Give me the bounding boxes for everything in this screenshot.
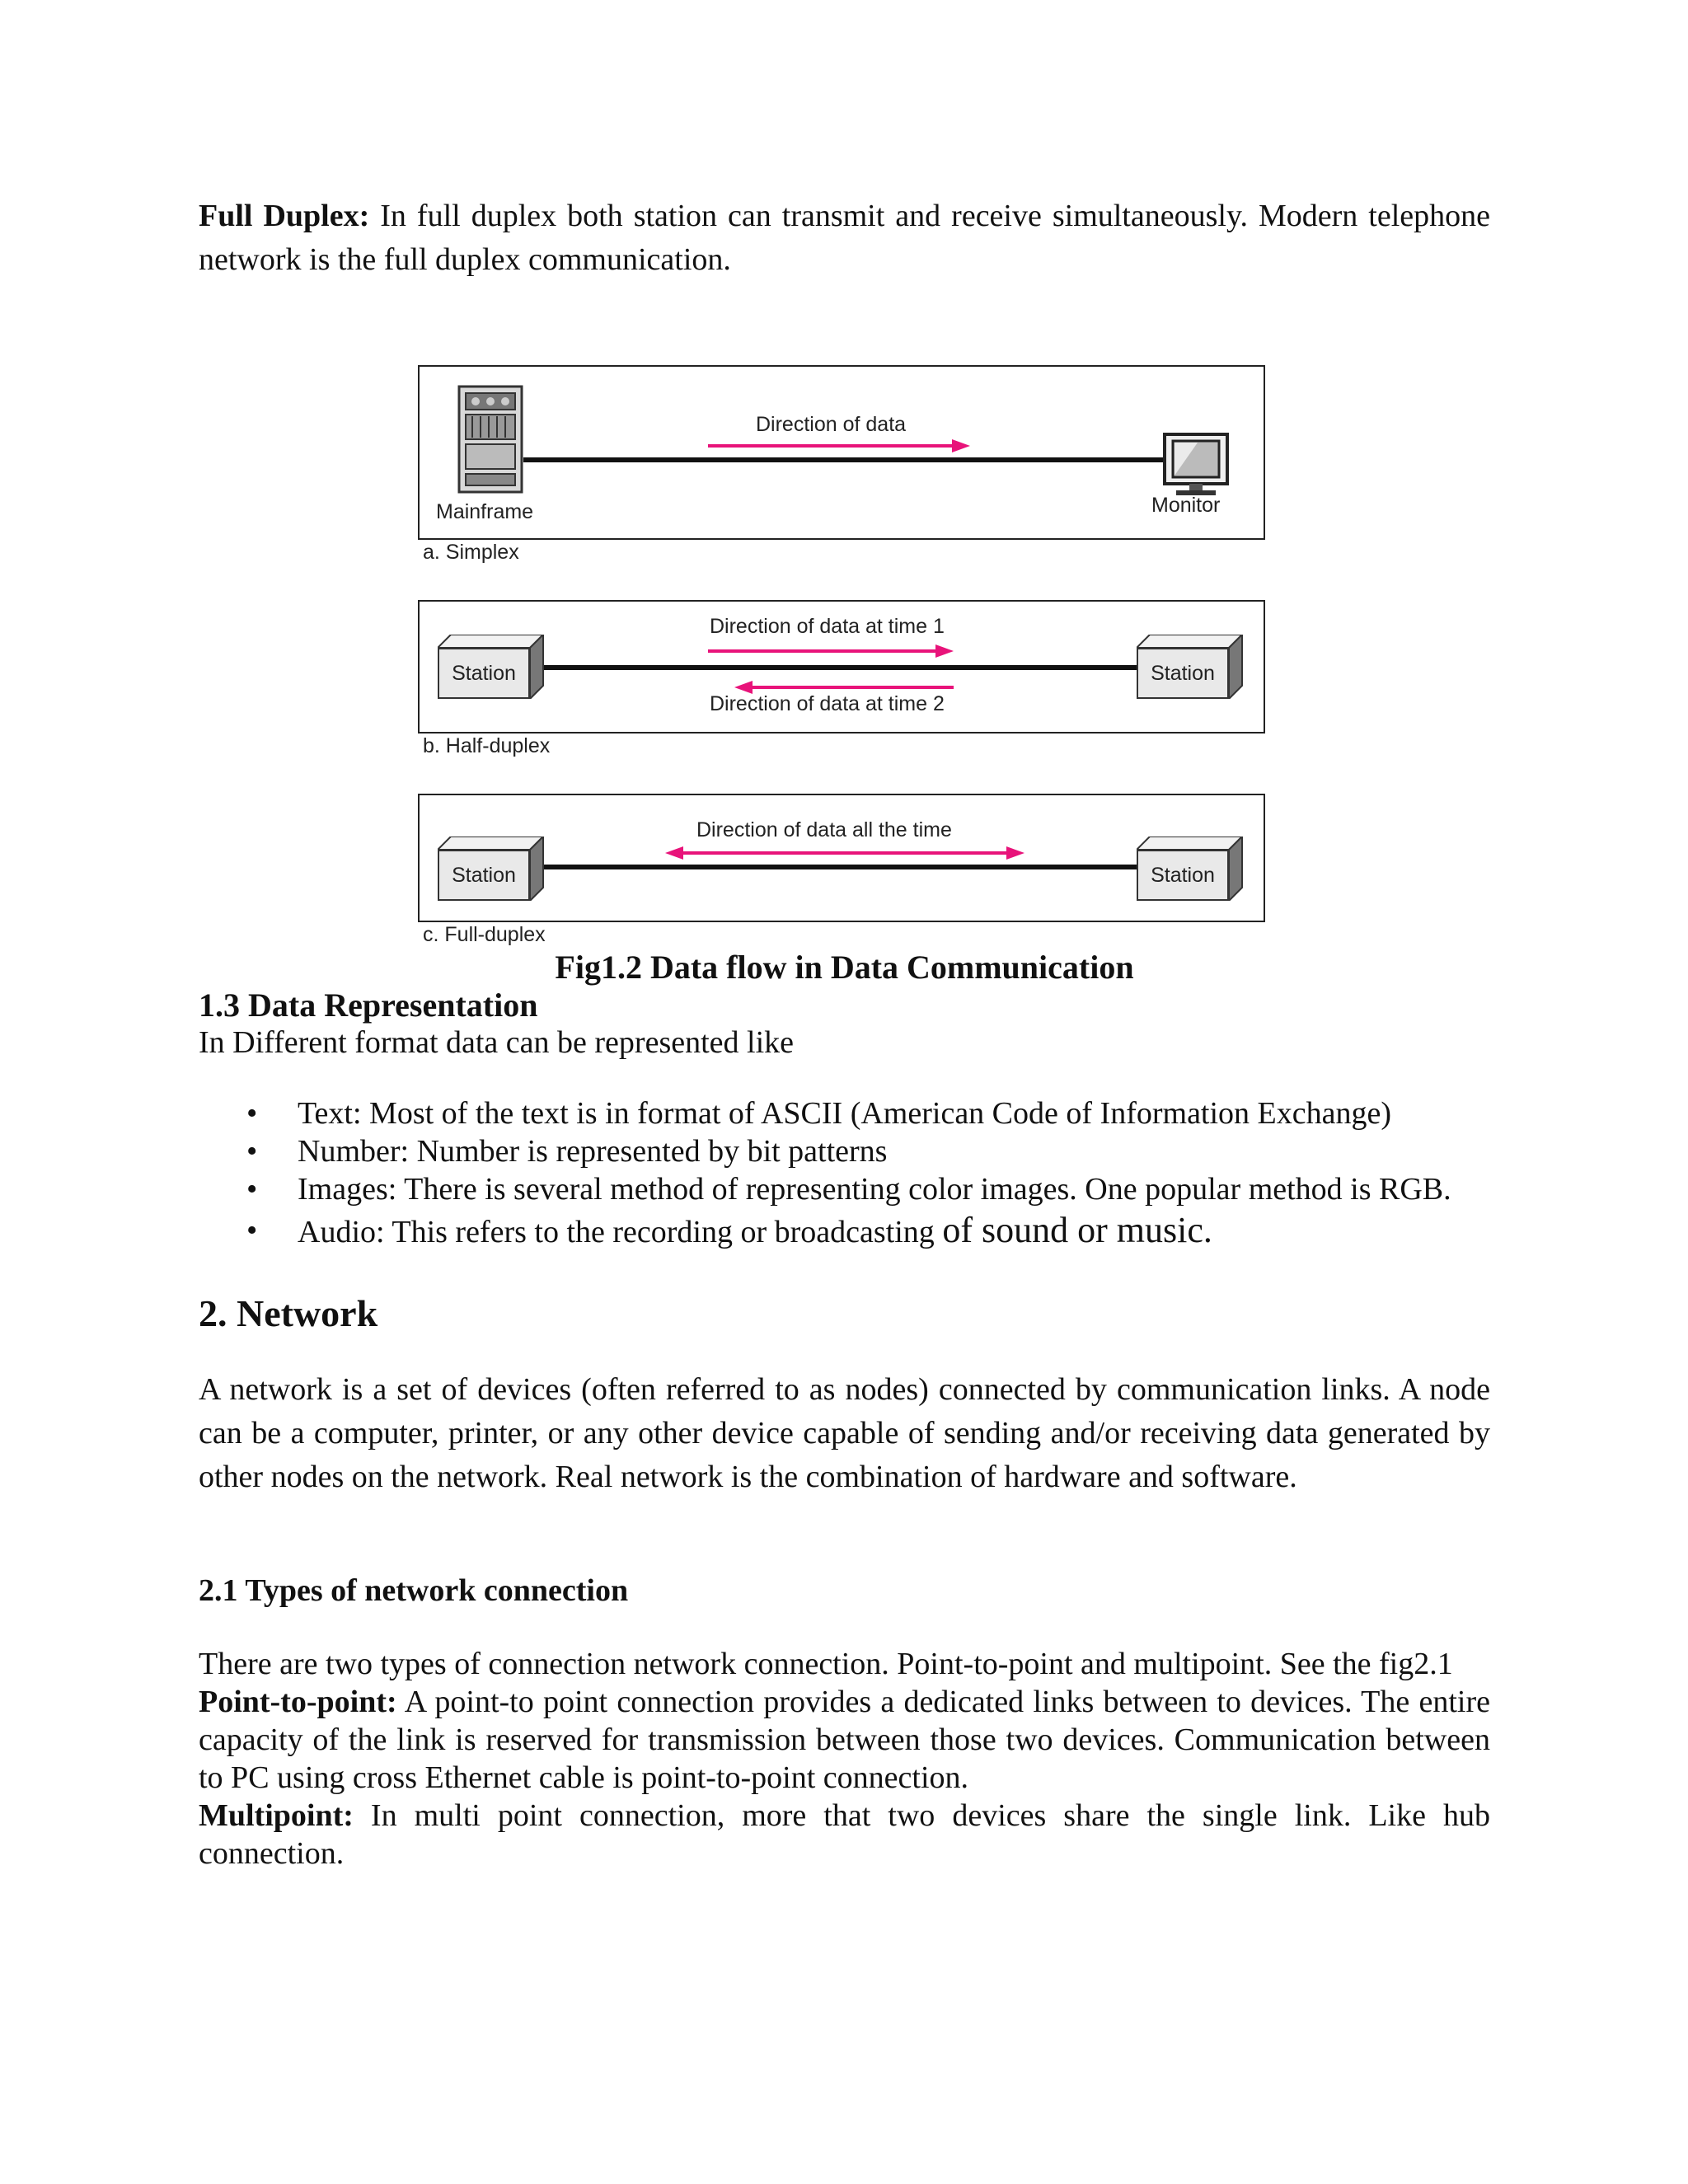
mainframe-label: Mainframe [436,500,534,523]
half-duplex-caption: b. Half-duplex [423,734,551,757]
full-duplex-label: Full Duplex: [199,199,370,233]
bullet-text: Images: There is several method of representing color images. One popular method is RGB. [298,1172,1451,1207]
list-item [199,1132,1490,1170]
simplex-direction-label: Direction of data [756,413,907,436]
full-duplex-right-station [1137,837,1244,901]
multipoint-label: Multipoint: [199,1798,354,1833]
half-duplex-direction-label-1: Direction of data at time 1 [710,615,945,638]
half-duplex-diagram [418,600,1265,733]
half-duplex-link-line [532,665,1153,670]
list-item [199,1170,1490,1208]
station-label: Station [1137,648,1229,699]
bullet-text: Audio: This refers to the recording or broadcasting [298,1215,943,1249]
bullet-text: Number: Number is represented by bit patterns [298,1134,888,1169]
list-item [199,1212,1490,1251]
full-duplex-direction-label: Direction of data all the time [696,818,952,841]
section-2-paragraph: A network is a set of devices (often referred to as nodes) connected by communication links. A node can be a computer, printer, or any other device capable of sending and/or receiving data generated by other nodes on the network. Real network is the combination of hardware and software. [199,1372,1490,1494]
bullet-icon: • [246,1134,258,1169]
section-2-1-heading: 2.1 Types of network connection [199,1573,629,1608]
connection-types-paragraph: There are two types of connection network connection. Point-to-point and multipoint. See the fig2.1 [199,1647,1453,1681]
bullet-icon: • [246,1213,258,1248]
station-label: Station [1137,850,1229,901]
data-representation-list [199,1094,1490,1251]
double-arrow-icon [663,845,1026,861]
full-duplex-text: In full duplex both station can transmit and receive simultaneously. Modern telephone network is the full duplex communication. [199,199,1491,277]
figure-title: Fig1.2 Data flow in Data Communication [555,949,1134,986]
monitor-icon [1161,433,1232,497]
station-label: Station [438,850,530,901]
mainframe-icon [457,385,523,494]
point-to-point-text: A point-to point connection provides a dedicated links between to devices. The entire capacity of the link is reserved for transmission between those two devices. Communication between to PC using cross Ethernet cable is point-to-point connection. [199,1685,1490,1795]
section-2-1-body [199,1645,1490,1872]
full-duplex-paragraph [199,194,1490,282]
half-duplex-direction-label-2: Direction of data at time 2 [710,692,945,715]
section-2-heading: 2. Network [199,1292,378,1334]
full-duplex-diagram [418,794,1265,922]
right-arrow-icon [708,643,955,659]
full-duplex-caption: c. Full-duplex [423,923,546,946]
monitor-label: Monitor [1151,494,1221,517]
simplex-diagram [418,365,1265,540]
section-1-3-intro: In Different format data can be represented like [199,1025,794,1060]
bullet-text: Text: Most of the text is in format of ASCII (American Code of Information Exchange) [298,1096,1392,1131]
simplex-link-line [523,457,1171,462]
bullet-text-tail: of sound or music. [942,1210,1212,1250]
half-duplex-right-station [1137,635,1244,699]
half-duplex-left-station [438,635,545,699]
point-to-point-label: Point-to-point: [199,1685,397,1719]
simplex-caption: a. Simplex [423,541,519,564]
bullet-icon: • [246,1096,258,1131]
bullet-icon: • [246,1172,258,1207]
multipoint-paragraph [199,1797,1490,1872]
station-label: Station [438,648,530,699]
list-item [199,1094,1490,1132]
section-1-3-heading: 1.3 Data Representation [199,987,538,1024]
full-duplex-link-line [532,865,1153,869]
full-duplex-left-station [438,837,545,901]
point-to-point-paragraph [199,1683,1490,1797]
multipoint-text: In multi point connection, more that two devices share the single link. Like hub connection. [199,1798,1490,1871]
right-arrow-icon [708,438,972,454]
